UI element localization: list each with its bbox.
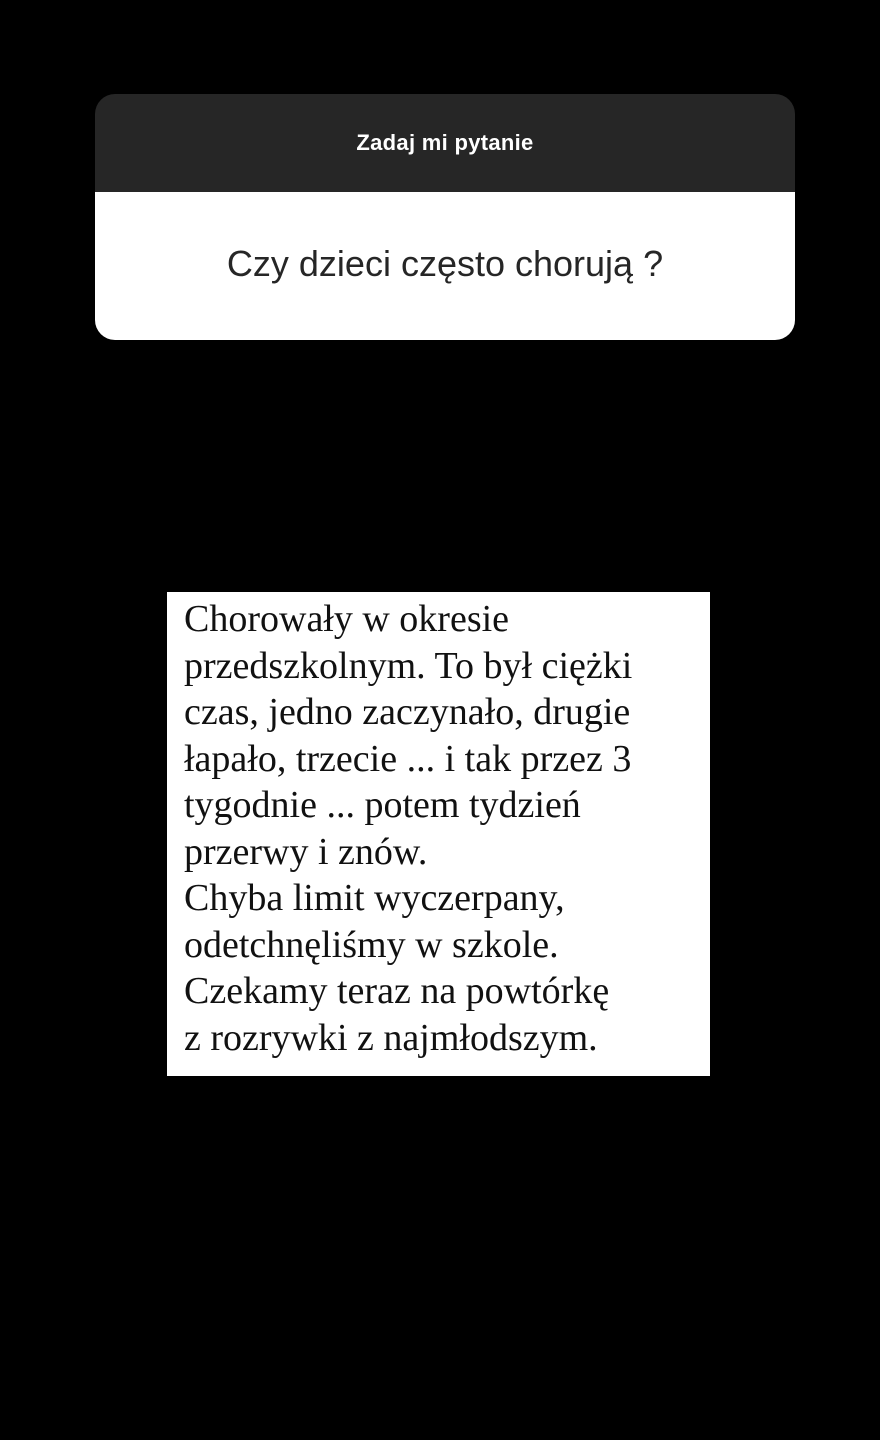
answer-line: z rozrywki z najmłodszym. [184, 1016, 598, 1059]
answer-line: Czekamy teraz na powtórkę [184, 970, 610, 1012]
answer-line: przerwy i znów. [184, 830, 428, 873]
question-text: Czy dzieci często chorują ? [95, 192, 795, 340]
answer-line: łapało, trzecie ... i tak przez 3 [184, 737, 632, 780]
question-sticker-header: Zadaj mi pytanie [95, 94, 795, 192]
question-sticker[interactable] [95, 94, 795, 340]
answer-line: odetchnęliśmy w szkole. [184, 923, 559, 966]
answer-line: tygodnie ... potem tydzień [184, 784, 581, 826]
answer-line: Chorowały w okresie [184, 598, 510, 640]
answer-text-box [167, 592, 710, 1076]
answer-line: czas, jedno zaczynało, drugie [184, 691, 631, 733]
answer-line: przedszkolnym. To był ciężki [184, 644, 633, 687]
answer-line: Chyba limit wyczerpany, [184, 877, 565, 919]
